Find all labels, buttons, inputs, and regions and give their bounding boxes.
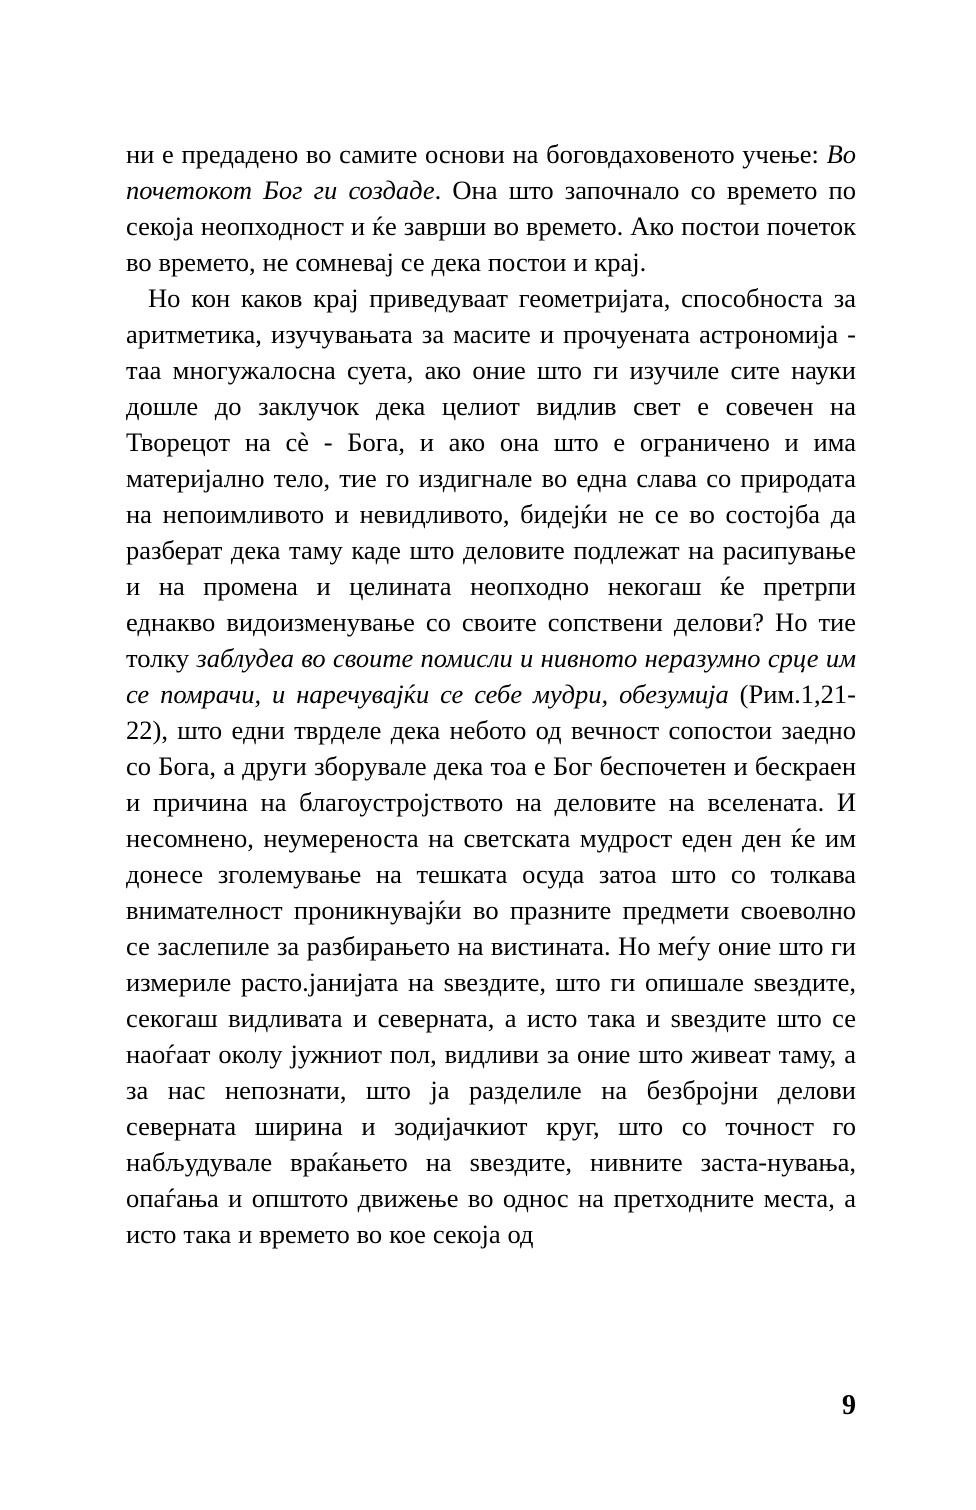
text-run: . Она што започнало со времето по секоја неопходност и ќе заврши во времето. Ако постои почеток во времето, не сомневај се дека постои и крај. bbox=[126, 175, 856, 277]
body-text-column bbox=[126, 136, 856, 1252]
paragraph-continuation bbox=[126, 136, 856, 280]
text-run: (Рим.1,21-22), што едни тврделе дека небото од вечност сопостои заедно со Бога, а други зборувале дека тоа е Бог беспочетен и бескраен и причина на благоустројството на деловите на вселената. И несомнено, неумереноста на светската мудрост еден ден ќе им донесе зголемување на тешката осуда затоа што со толкава внимателност проникнувајќи во празните предмети своеволно се заслепиле за разбирањето на вистината. Но меѓу оние што ги измериле расто.јанијата на ѕвездите, што ги опишале ѕвездите, секогаш видливата и северната, а исто така и ѕвездите што се наоѓаат околу јужниот пол, видливи за оние што живеат таму, а за нас непознати, што ја разделиле на безбројни делови северната ширина и зодијачкиот круг, што со точност го набљудувале враќањето на ѕвездите, нивните заста-нувања, опаѓања и општото движење во однос на претходните места, а исто така и времето во кое секоја од bbox=[126, 679, 856, 1249]
text-run: Но кон каков крај приведуваат геометријата, способноста за аритметика, изучувањата за масите и прочуената астрономија - таа многужалосна суета, ако оние што ги изучиле сите науки дошле до заклучок дека целиот видлив свет е совечен на Творецот на сѐ - Бога, и ако она што е ограничено и има материјално тело, тие го издигнале во една слава со природата на непоимливото и невидливото, бидејќи не се во состојба да разберат дека таму каде што деловите подлежат на расипување и на промена и целината неопходно некогаш ќе претрпи еднакво видоизменување со своите сопствени делови? Но тие толку bbox=[126, 283, 856, 673]
page-number: 9 bbox=[842, 1390, 856, 1421]
italic-run: Во почетокот Бог ги создаде bbox=[126, 139, 856, 205]
italic-run: заблудеа во своите помисли и нивното неразумно срце им се помрачи, и наречувајќи се себе мудри, обезумија bbox=[126, 643, 856, 709]
paragraph-main bbox=[126, 280, 856, 1252]
text-run: ни е предадено во самите основи на боговдаховеното учење: bbox=[126, 139, 827, 169]
